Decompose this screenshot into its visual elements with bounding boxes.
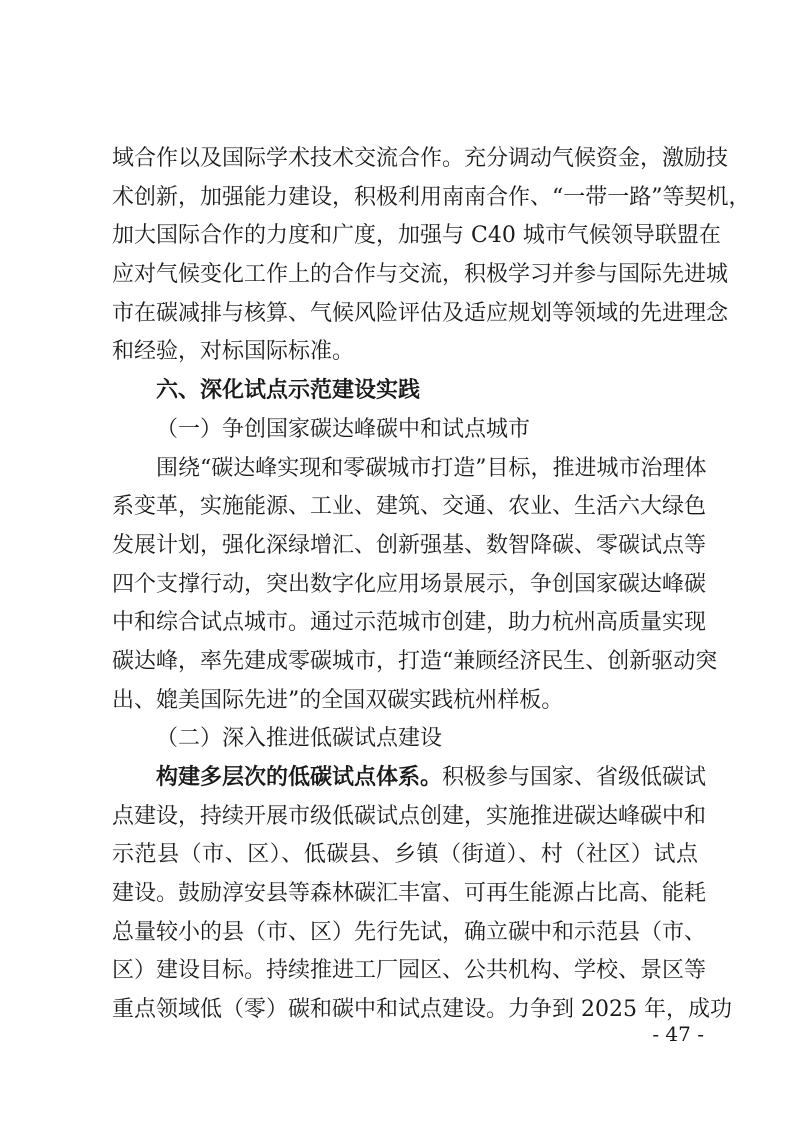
section-heading: 六、深化试点示范建设实践: [156, 378, 421, 404]
text-line: 系变革，实施能源、工业、建筑、交通、农业、生活六大绿色: [112, 494, 707, 520]
text-line: 总量较小的县（市、区）先行先试，确立碳中和示范县（市、: [112, 919, 707, 945]
text-line: 市在碳减排与核算、气候风险评估及适应规划等领域的先进理念: [112, 300, 729, 326]
text-line: 示范县（市、区）、低碳县、乡镇（街道）、村（社区）试点: [112, 842, 698, 868]
text-line: 发展计划，强化深绿增汇、创新强基、数智降碳、零碳试点等: [112, 532, 707, 558]
text-line: 中和综合试点城市。通过示范城市创建，助力杭州高质量实现: [112, 610, 707, 636]
text-line: 域合作以及国际学术技术交流合作。充分调动气候资金，激励技: [112, 146, 729, 171]
text-line: 区）建设目标。持续推进工厂园区、公共机构、学校、景区等: [112, 958, 707, 984]
text-line: 出、媲美国际先进”的全国双碳实践杭州样板。: [112, 687, 564, 713]
text-span: 积极参与国家、省级低碳试: [442, 765, 707, 790]
text-line: 碳达峰，率先建成零碳城市，打造“兼顾经济民生、创新驱动突: [112, 648, 718, 674]
text-line: 重点领域低（零）碳和碳中和试点建设。力争到 2025 年，成功: [112, 997, 732, 1023]
text-line: [112, 759, 707, 798]
text-line: 围绕“碳达峰实现和零碳城市打造”目标，推进城市治理体: [156, 455, 707, 481]
text-line: 和经验，对标国际标准。: [112, 339, 355, 365]
text-line: 点建设，持续开展市级低碳试点创建，实施推进碳达峰碳中和: [112, 803, 707, 829]
text-line: 四个支撑行动，突出数字化应用场景展示，争创国家碳达峰碳: [112, 571, 707, 597]
page-number: - 47 -: [652, 1022, 704, 1046]
text-line: 应对气候变化工作上的合作与交流，积极学习并参与国际先进城: [112, 262, 729, 288]
subsection-heading: （一）争创国家碳达峰碳中和试点城市: [156, 416, 531, 442]
subsection-heading: （二）深入推进低碳试点建设: [156, 726, 443, 752]
text-line: 加大国际合作的力度和广度，加强与 C40 城市气候领导联盟在: [112, 223, 721, 249]
text-line: 建设。鼓励淳安县等森林碳汇丰富、可再生能源占比高、能耗: [112, 881, 707, 907]
bold-lead-text: 构建多层次的低碳试点体系。: [156, 765, 443, 790]
text-line: 术创新，加强能力建设，积极利用南南合作、“一带一路”等契机，: [112, 184, 751, 210]
document-body: [112, 140, 751, 1030]
